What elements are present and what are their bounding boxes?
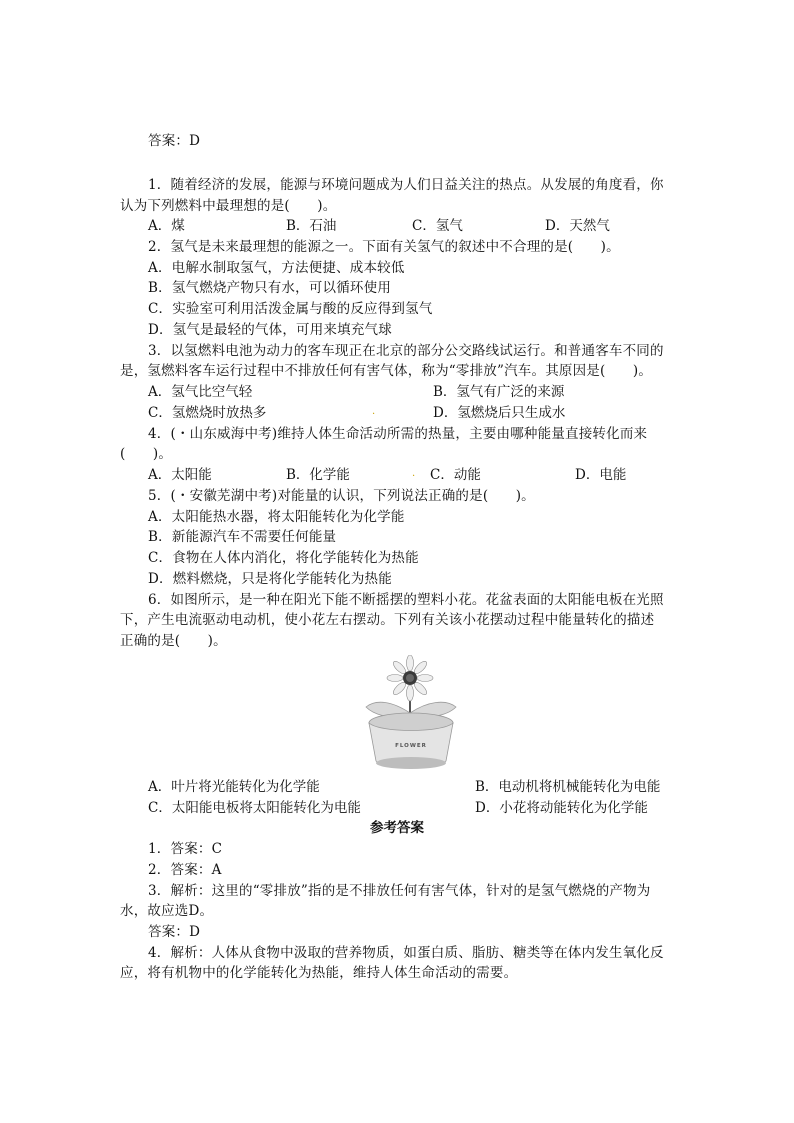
top-answer: 答案：D xyxy=(148,133,201,149)
q5-stem: 5．(・安徽芜湖中考)对能量的认识，下列说法正确的是( )。 xyxy=(148,488,535,504)
q6-option-d: D．小花将动能转化为化学能 xyxy=(475,800,648,816)
q2-option-c: C．实验室可利用活泼金属与酸的反应得到氢气 xyxy=(148,301,433,317)
q4-option-b: B．化学能 xyxy=(286,467,350,483)
q1-option-d: D．天然气 xyxy=(545,218,610,234)
q2-option-b: B．氢气燃烧产物只有水，可以循环使用 xyxy=(148,280,392,296)
q1-option-b: B．石油 xyxy=(286,218,337,234)
q2-option-d: D．氢气是最轻的气体，可用来填充气球 xyxy=(148,322,392,338)
q1-stem-line1: 1．随着经济的发展，能源与环境问题成为人们日益关注的热点。从发展的角度看，你 xyxy=(148,177,664,193)
q5-option-c: C．食物在人体内消化，将化学能转化为热能 xyxy=(148,550,419,566)
solar-flower-image xyxy=(362,655,460,773)
q4-option-d: D．电能 xyxy=(575,467,627,483)
q3-stem-line1: 3．以氢燃料电池为动力的客车现正在北京的部分公交路线试运行。和普通客车不同的 xyxy=(148,343,664,359)
q3-option-b: B．氢气有广泛的来源 xyxy=(433,384,565,400)
q3-option-a: A．氢气比空气轻 xyxy=(148,384,253,400)
q6-stem-line2: 下，产生电流驱动电动机，使小花左右摆动。下列有关该小花摆动过程中能量转化的描述 xyxy=(120,612,655,628)
q6-option-b: B．电动机将机械能转化为电能 xyxy=(475,779,661,795)
q6-stem-line1: 6．如图所示，是一种在阳光下能不断摇摆的塑料小花。花盆表面的太阳能电板在光照 xyxy=(148,592,664,608)
q6-option-a: A．叶片将光能转化为化学能 xyxy=(148,779,320,795)
q6-stem-line3: 正确的是( )。 xyxy=(120,633,227,649)
answers-heading: 参考答案 xyxy=(370,820,424,836)
answer-2: 2．答案：A xyxy=(148,862,222,878)
q2-stem: 2．氢气是未来最理想的能源之一。下面有关氢气的叙述中不合理的是( )。 xyxy=(148,239,620,255)
q6-option-c: C．太阳能电板将太阳能转化为电能 xyxy=(148,800,361,816)
answer-4-line2: 应，将有机物中的化学能转化为热能，维持人体生命活动的需要。 xyxy=(120,965,518,981)
answer-4-line1: 4．解析：人体从食物中汲取的营养物质，如蛋白质、脂肪、糖类等在体内发生氧化反 xyxy=(148,945,664,961)
q4-option-a: A．太阳能 xyxy=(148,467,212,483)
answer-3-answer: 答案：D xyxy=(148,924,201,940)
stray-dot: . xyxy=(372,406,376,417)
q4-stem-line1: 4．(・山东威海中考)维持人体生命活动所需的热量，主要由哪种能量直接转化而来 xyxy=(148,426,648,442)
pot-label: FLOWER xyxy=(395,743,427,749)
q4-stem-line2: ( )。 xyxy=(120,446,173,462)
q1-stem-line2: 认为下列燃料中最理想的是( )。 xyxy=(120,198,337,214)
q3-option-c: C．氢燃烧时放热多 xyxy=(148,405,267,421)
q4-option-c: C．动能 xyxy=(430,467,481,483)
answer-1: 1．答案：C xyxy=(148,841,223,857)
q1-option-a: A．煤 xyxy=(148,218,185,234)
q1-option-c: C．氢气 xyxy=(412,218,463,234)
q5-option-b: B．新能源汽车不需要任何能量 xyxy=(148,529,337,545)
q3-option-d: D．氢燃烧后只生成水 xyxy=(433,405,566,421)
q2-option-a: A．电解水制取氢气，方法便捷、成本较低 xyxy=(148,260,405,276)
q5-option-d: D．燃料燃烧，只是将化学能转化为热能 xyxy=(148,571,392,587)
q3-stem-line2: 是，氢燃料客车运行过程中不排放任何有害气体，称为“零排放”汽车。其原因是( )。 xyxy=(120,363,653,379)
stray-dot: . xyxy=(412,468,416,479)
answer-3-line1: 3．解析：这里的“零排放”指的是不排放任何有害气体，针对的是氢气燃烧的产物为 xyxy=(148,883,651,899)
q5-option-a: A．太阳能热水器，将太阳能转化为化学能 xyxy=(148,509,405,525)
answer-3-line2: 水，故应选D。 xyxy=(120,903,214,919)
